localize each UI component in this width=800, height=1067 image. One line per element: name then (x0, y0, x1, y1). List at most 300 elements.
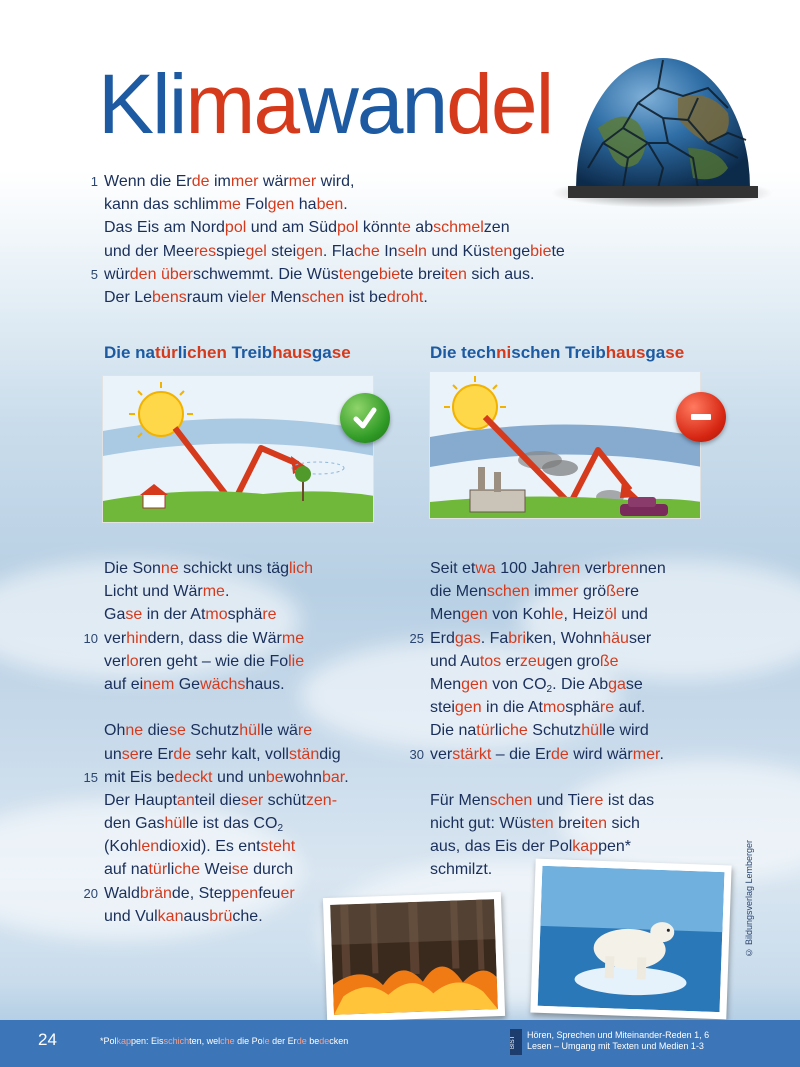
text-fragment: ren (557, 560, 581, 577)
text-line (104, 557, 349, 580)
text-fragment: hül (581, 722, 603, 740)
text-fragment: ver (580, 560, 607, 577)
text-fragment: che. (232, 907, 263, 925)
standard-line: Hören, Sprechen und Miteinander-Reden 1, 6 (527, 1030, 710, 1040)
bist-label: BIST (510, 1029, 522, 1055)
line-number: 1 (90, 174, 98, 189)
text-fragment: re (262, 606, 277, 624)
text-line (430, 696, 666, 719)
text-line (409, 627, 666, 650)
text-fragment: Men (430, 675, 462, 693)
text-fragment: Das Eis am Nord (104, 219, 225, 237)
text-fragment: – die Er (491, 745, 551, 763)
text-line (90, 263, 565, 286)
text-fragment: seln (397, 242, 427, 260)
text-fragment: ist be (344, 288, 387, 306)
text-fragment: mer (550, 583, 579, 601)
text-line (430, 580, 666, 603)
text-fragment: sich (607, 815, 640, 833)
polar-bear-photo (530, 859, 731, 1020)
text-fragment: den (129, 265, 157, 283)
text-fragment: de (296, 1036, 307, 1046)
text-fragment: aus, das Eis der Pol (430, 838, 573, 856)
text-fragment: schmel (433, 219, 484, 237)
text-fragment: stei (430, 699, 455, 717)
text-fragment: gen gro (545, 652, 600, 670)
text-fragment: le (550, 606, 564, 624)
text-fragment: er (501, 652, 520, 670)
text-fragment: 100 Jah (495, 560, 558, 577)
text-fragment: sich aus. (466, 265, 535, 283)
page-title (98, 57, 553, 151)
text-fragment: Die na (104, 343, 156, 362)
text-fragment: brei (553, 815, 585, 833)
text-fragment: über (160, 265, 193, 283)
text-fragment: li (167, 861, 175, 879)
text-fragment: raum vie (186, 288, 249, 306)
text-fragment: schüt (263, 791, 306, 809)
minus-icon (687, 403, 715, 431)
line-number: 5 (90, 266, 98, 282)
text-fragment: *Pol (100, 1036, 117, 1046)
text-fragment: nicht gut: Wüs (430, 815, 532, 833)
text-line (430, 789, 666, 812)
text-fragment: ver (430, 745, 453, 763)
text-fragment: gen (296, 242, 323, 260)
text-fragment: und Tie (532, 791, 590, 809)
text-fragment: bie (378, 265, 401, 283)
text-fragment: ab (410, 219, 434, 237)
text-fragment: re (297, 722, 313, 740)
text-fragment: ser (628, 629, 652, 647)
line-number: 25 (409, 630, 424, 646)
text-fragment: de (319, 1036, 330, 1046)
intro-paragraph (90, 170, 565, 309)
text-fragment: bens (152, 288, 187, 306)
heading-technical-greenhouse-gases (430, 343, 684, 363)
text-fragment: ten (444, 265, 467, 283)
text-fragment: auf na (104, 861, 149, 879)
text-fragment: haus (272, 343, 312, 362)
text-fragment: schickt uns täg (178, 560, 289, 577)
rejected-badge (676, 392, 726, 442)
text-fragment: hin (126, 629, 148, 647)
text-fragment: Oh (104, 722, 126, 740)
text-fragment: ga (608, 675, 626, 693)
text-fragment: sphä (227, 606, 263, 624)
text-fragment: . (423, 288, 428, 306)
text-line (104, 789, 349, 812)
text-fragment: sehr kalt, voll (191, 745, 289, 763)
text-fragment: se (121, 745, 139, 763)
text-fragment: ren geht – wie die Fo (138, 652, 289, 670)
checkmark-icon (351, 404, 379, 432)
text-fragment: gen (267, 196, 295, 214)
text-line (104, 216, 565, 239)
text-fragment: pen* (598, 838, 632, 856)
line-number: 10 (83, 630, 98, 646)
text-line (430, 719, 666, 742)
text-fragment: pol (337, 219, 359, 237)
text-fragment: im (529, 583, 551, 601)
text-fragment: . Fla (322, 242, 354, 260)
text-fragment: wohn (283, 768, 322, 786)
text-fragment: bren (607, 560, 640, 577)
text-line (104, 743, 349, 766)
text-fragment: teil die (194, 791, 241, 809)
text-fragment: un (104, 745, 122, 763)
text-fragment: che (220, 1036, 235, 1046)
text-fragment: nem (143, 675, 175, 693)
text-fragment: wär (258, 173, 289, 190)
text-fragment: Der Haupt (104, 791, 177, 809)
text-fragment: pol (224, 219, 247, 237)
text-fragment: wird, (316, 173, 355, 190)
text-fragment: tos (479, 652, 502, 670)
text-fragment: lich (289, 560, 314, 577)
text-fragment: auf ei (104, 675, 144, 693)
text-fragment: feu (258, 884, 281, 902)
text-fragment: Wei (200, 861, 232, 879)
text-fragment: (Koh (104, 838, 138, 856)
text-fragment: Seit et (430, 560, 476, 577)
text-fragment: ße (606, 583, 625, 601)
text-fragment: in die At (481, 699, 543, 717)
text-fragment: Treib (226, 343, 273, 362)
text-fragment: gen (461, 606, 488, 624)
text-fragment: . (659, 745, 664, 763)
text-line (104, 812, 349, 835)
text-fragment: der Er (269, 1036, 297, 1046)
text-line (430, 835, 666, 858)
text-fragment: re (624, 583, 639, 601)
text-line (409, 743, 666, 766)
text-fragment: se (331, 343, 351, 362)
text-fragment: deckt (174, 768, 213, 786)
copyright: © Bildungsverlag Lemberger (744, 840, 754, 958)
text-fragment: gas (454, 629, 481, 647)
footnote (100, 1036, 348, 1046)
text-line (104, 580, 349, 603)
text-fragment: und Vul (104, 907, 158, 925)
text-fragment: Ga (104, 606, 126, 624)
text-fragment: che (174, 861, 201, 879)
text-fragment: ver (104, 629, 127, 647)
text-fragment: ken, Wohn (526, 629, 603, 647)
text-line (104, 858, 349, 881)
text-fragment: mo (542, 699, 566, 717)
text-fragment: und (616, 606, 648, 624)
text-fragment: kap (116, 1036, 132, 1046)
text-fragment: pen (231, 884, 259, 902)
text-fragment: und der Mee (104, 242, 194, 260)
text-fragment: se (168, 722, 186, 740)
natural-greenhouse-illustration (102, 375, 374, 523)
text-fragment: Fol (240, 196, 268, 214)
text-fragment: schen Treib (511, 343, 606, 362)
text-fragment: le (262, 1036, 270, 1046)
text-fragment: te (397, 219, 411, 237)
text-fragment: Schutz (527, 722, 582, 740)
text-fragment: wan (298, 57, 447, 151)
text-fragment: schen (489, 791, 533, 809)
text-fragment: ten, wel (189, 1036, 221, 1046)
text-fragment: sphä (565, 699, 600, 717)
line-number: 15 (83, 769, 98, 785)
text-line (430, 673, 666, 696)
text-fragment: se (665, 343, 685, 362)
text-fragment: von CO (487, 675, 547, 693)
text-fragment: schen (301, 288, 345, 306)
forest-fire-photo (323, 892, 505, 1022)
text-fragment: und un (212, 768, 266, 786)
text-fragment: de (191, 173, 210, 190)
text-fragment: di (159, 838, 172, 856)
text-fragment: schwemmt. Die Wüs (192, 265, 339, 283)
text-fragment: o (171, 838, 181, 856)
text-fragment: be (265, 768, 284, 786)
text-fragment: droht (386, 288, 424, 306)
right-column-text (409, 557, 666, 882)
text-fragment: 2 (546, 683, 553, 695)
text-line (104, 835, 349, 858)
text-fragment: könn (358, 219, 398, 237)
text-fragment: von Koh (487, 606, 551, 624)
text-line (104, 696, 349, 719)
text-line (104, 286, 565, 309)
text-line (430, 766, 666, 789)
text-fragment: schen (486, 583, 530, 601)
text-fragment: le ist das CO (185, 815, 278, 833)
text-fragment: Schutz (185, 722, 240, 740)
text-fragment: re (599, 699, 615, 717)
text-fragment: ler (248, 288, 266, 306)
approved-badge (340, 393, 390, 443)
text-fragment: die Po (234, 1036, 263, 1046)
text-fragment: re Er (138, 745, 174, 763)
text-fragment: gel (245, 242, 267, 260)
text-fragment: wa (475, 560, 496, 577)
text-fragment: schich (163, 1036, 190, 1046)
text-fragment: kann das schlim (104, 196, 219, 214)
text-fragment: Die Son (104, 560, 161, 577)
text-fragment: Men (265, 288, 302, 306)
text-fragment: brü (209, 907, 233, 925)
text-fragment: stei (266, 242, 297, 260)
text-line (104, 719, 349, 742)
text-fragment: Für Men (430, 791, 490, 809)
text-fragment: ße (599, 652, 619, 670)
text-line (104, 650, 349, 673)
text-fragment: 2 (277, 823, 283, 835)
text-fragment: lie (288, 652, 305, 670)
text-fragment: In (379, 242, 398, 260)
text-fragment: und Küs (426, 242, 491, 260)
text-fragment: zen- (305, 791, 338, 809)
text-fragment: haus. (245, 675, 285, 693)
text-fragment: tür (155, 343, 178, 362)
text-fragment: tür (148, 861, 168, 879)
text-fragment: ga (645, 343, 666, 362)
text-line (83, 766, 349, 789)
text-fragment: an (176, 791, 195, 809)
text-fragment: del (446, 57, 553, 151)
text-fragment: te brei (400, 265, 445, 283)
text-fragment: stän (288, 745, 320, 763)
text-fragment: zeu (519, 652, 546, 670)
text-fragment: se (625, 675, 643, 693)
text-fragment: pen: Eis (131, 1036, 164, 1046)
text-fragment: grö (578, 583, 607, 601)
text-fragment: ni (496, 343, 512, 362)
text-fragment: in der At (142, 606, 206, 624)
text-fragment: ten (531, 815, 554, 833)
text-fragment: brän (139, 884, 172, 902)
text-fragment: bri (508, 629, 527, 647)
text-fragment: Erd (430, 629, 455, 647)
text-fragment: ha (294, 196, 317, 214)
text-fragment: che (353, 242, 380, 260)
text-line (430, 812, 666, 835)
text-fragment: be (306, 1036, 320, 1046)
text-fragment: hül (239, 722, 261, 740)
text-fragment: ne (160, 560, 179, 577)
text-fragment: Ge (174, 675, 201, 693)
text-fragment: Kli (98, 57, 186, 151)
text-fragment: steht (260, 838, 296, 856)
text-fragment: und Au (430, 652, 480, 670)
text-fragment: se (125, 606, 143, 624)
text-fragment: mer (632, 745, 660, 763)
text-fragment: Licht und Wär (104, 583, 203, 601)
text-fragment: häu (602, 629, 629, 647)
text-fragment: ist das (603, 791, 655, 809)
text-fragment: dig (319, 745, 341, 763)
technical-greenhouse-illustration (429, 371, 701, 519)
text-fragment: tür (476, 722, 495, 740)
text-fragment: und am Süd (246, 219, 338, 237)
text-line (83, 882, 349, 905)
text-fragment: Men (430, 606, 462, 624)
text-line (83, 627, 349, 650)
text-fragment: ge (361, 265, 379, 283)
text-line (430, 603, 666, 626)
text-fragment: li (177, 343, 188, 362)
text-fragment: schmilzt. (430, 861, 493, 879)
text-fragment: . (344, 768, 349, 786)
text-fragment: cken (329, 1036, 349, 1046)
text-fragment: me (281, 629, 305, 647)
text-fragment: de (173, 745, 192, 763)
cracked-globe-image (568, 48, 758, 198)
text-fragment: bar (321, 768, 345, 786)
curriculum-standards (527, 1030, 709, 1052)
text-fragment: im (209, 173, 231, 190)
text-fragment: wächs (200, 675, 246, 693)
text-line (104, 905, 349, 928)
text-fragment: . (343, 196, 348, 214)
text-fragment: dern, dass die Wär (147, 629, 282, 647)
text-fragment: ver (104, 652, 127, 670)
text-fragment: spie (216, 242, 246, 260)
text-fragment: . (224, 583, 230, 601)
text-fragment: me (218, 196, 241, 214)
text-fragment: mit Eis be (104, 768, 175, 786)
text-line (430, 557, 666, 580)
text-fragment: hül (164, 815, 186, 833)
text-fragment: Wenn die Er (104, 173, 192, 190)
text-fragment: ge (512, 242, 531, 260)
text-fragment: ne (125, 722, 144, 740)
text-fragment: ten (490, 242, 513, 260)
text-fragment: er (280, 884, 295, 902)
text-fragment: ten (584, 815, 607, 833)
text-fragment: öl (604, 606, 617, 624)
text-fragment: , Heiz (563, 606, 605, 624)
text-line (104, 603, 349, 626)
text-fragment: bie (530, 242, 552, 260)
text-fragment: stärkt (452, 745, 492, 763)
text-line (104, 193, 565, 216)
text-fragment: wird wär (568, 745, 633, 763)
text-fragment: die (143, 722, 169, 740)
text-line (104, 673, 349, 696)
text-fragment: ten (338, 265, 362, 283)
text-fragment: che (502, 722, 528, 740)
text-fragment: auf. (614, 699, 646, 717)
text-fragment: me (202, 583, 225, 601)
text-line (104, 240, 565, 263)
text-fragment: res (193, 242, 217, 260)
text-fragment: wür (104, 265, 130, 283)
text-line (90, 170, 565, 193)
text-fragment: gen (461, 675, 488, 693)
text-fragment: Der Le (104, 288, 153, 306)
text-fragment: mer (288, 173, 317, 190)
text-fragment: den Gas (104, 815, 165, 833)
text-fragment: se (231, 861, 249, 879)
text-fragment: aus (183, 907, 210, 925)
text-fragment: chen (187, 343, 227, 362)
text-fragment: lo (126, 652, 139, 670)
text-fragment: Wald (104, 884, 140, 902)
text-fragment: le wä (260, 722, 298, 740)
text-fragment: len (137, 838, 160, 856)
text-fragment: die Men (430, 583, 487, 601)
text-fragment: nen (639, 560, 666, 577)
text-fragment: haus (605, 343, 646, 362)
text-fragment: Die na (430, 722, 477, 740)
text-fragment: . Fa (480, 629, 509, 647)
text-fragment: te (551, 242, 565, 260)
text-fragment: de (550, 745, 569, 763)
text-fragment: ser (240, 791, 264, 809)
text-fragment: kap (572, 838, 599, 856)
text-fragment: ma (185, 57, 299, 151)
text-fragment: gen (454, 699, 482, 717)
text-fragment: li (494, 722, 503, 740)
text-fragment: mo (205, 606, 228, 624)
text-fragment: re (589, 791, 604, 809)
standard-line: Lesen – Umgang mit Texten und Medien 1-3 (527, 1041, 704, 1051)
text-fragment: Die tech (430, 343, 497, 362)
line-number: 20 (83, 885, 98, 901)
text-fragment: . Die Ab (552, 675, 609, 693)
left-column-text (83, 557, 349, 928)
text-fragment: durch (248, 861, 294, 879)
text-fragment: zen (483, 219, 510, 237)
page-number: 24 (38, 1030, 57, 1049)
